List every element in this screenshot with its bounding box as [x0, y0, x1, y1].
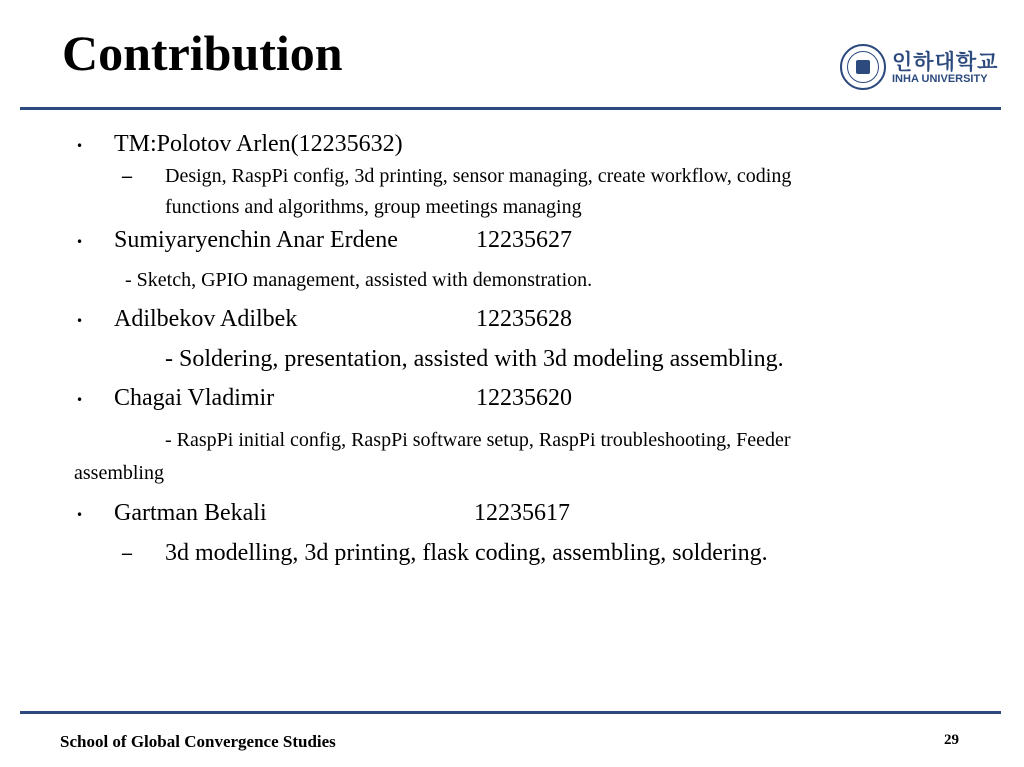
member-description-line-2: functions and algorithms, group meetings managing: [165, 196, 582, 218]
bullet-icon: •: [76, 235, 84, 249]
member-name: TM:Polotov Arlen(12235632): [114, 131, 403, 157]
member-name: Adilbekov Adilbek: [114, 306, 298, 332]
member-id: 12235620: [476, 385, 572, 411]
university-logo: [840, 44, 1000, 94]
dash-icon: –: [122, 542, 132, 564]
member-description-line-1: - RaspPi initial config, RaspPi software setup, RaspPi troubleshooting, Feeder: [165, 429, 791, 451]
member-id: 12235628: [476, 306, 572, 332]
member-id: 12235617: [474, 500, 570, 526]
member-description: - Soldering, presentation, assisted with 3d modeling assembling.: [165, 346, 784, 372]
page-number: 29: [944, 732, 959, 748]
logo-korean-name: 인하대학교: [892, 50, 999, 74]
bullet-icon: •: [76, 139, 84, 153]
bullet-icon: •: [76, 508, 84, 522]
dash-icon: –: [122, 165, 132, 187]
member-description: - Sketch, GPIO management, assisted with demonstration.: [125, 269, 593, 291]
slide-title: Contribution: [62, 25, 343, 81]
member-description-line-1: Design, RaspPi config, 3d printing, sensor managing, create workflow, coding: [165, 165, 792, 187]
member-description: 3d modelling, 3d printing, flask coding, assembling, soldering.: [165, 540, 768, 566]
footer-school-name: School of Global Convergence Studies: [60, 732, 336, 751]
title-divider: [20, 107, 1001, 110]
member-description-line-2: assembling: [74, 462, 164, 484]
member-name: Chagai Vladimir: [114, 385, 275, 411]
member-id: 12235627: [476, 227, 572, 253]
footer-divider: [20, 711, 1001, 714]
bullet-icon: •: [76, 393, 84, 407]
bullet-icon: •: [76, 314, 84, 328]
logo-english-name: INHA UNIVERSITY: [892, 73, 988, 85]
university-seal-icon: [840, 44, 886, 90]
member-name: Gartman Bekali: [114, 500, 267, 526]
member-name: Sumiyaryenchin Anar Erdene: [114, 227, 398, 253]
